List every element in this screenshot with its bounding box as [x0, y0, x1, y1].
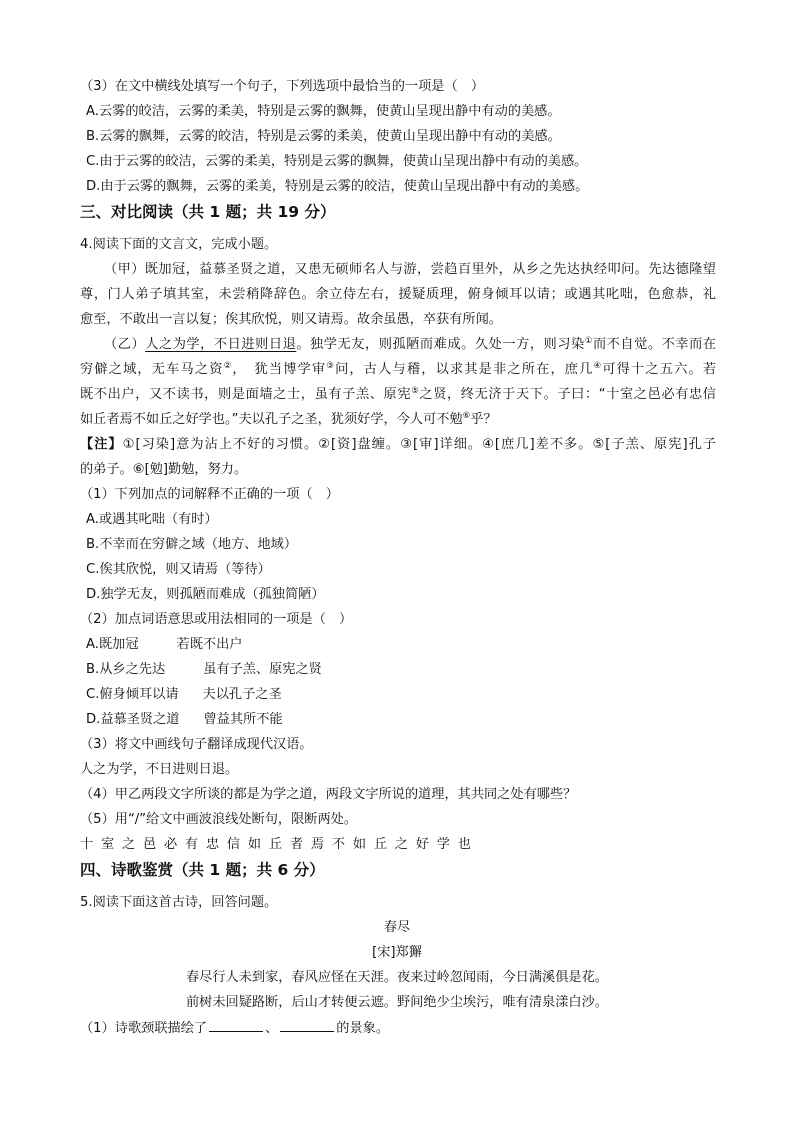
option-part: 若既不出户 — [176, 637, 243, 652]
q4-sub2-option-c — [86, 686, 282, 704]
passage-text: 可得十之五六。若 — [602, 362, 717, 377]
footnote-marker: ① — [584, 336, 593, 346]
q3-option-a: A.云雾的皎洁，云雾的柔美，特别是云雾的飘舞，使黄山呈现出静中有动的美感。 — [86, 104, 561, 119]
q3-stem: （3）在文中横线处填写一个句子，下列选项中最恰当的一项是（ ） — [80, 79, 485, 94]
option-part: 曾益其所不能 — [203, 712, 283, 727]
passage-jia-line3: 愈至，不敢出一言以复；俟其欣悦，则又请焉。故余虽愚，卒获有所闻。 — [80, 312, 502, 327]
passage-yi-line2 — [80, 361, 716, 379]
passage-yi-label: （乙） — [104, 337, 146, 352]
passage-text: 既不出户，又不读书，则是面墙之士，虽有子羔、原宪 — [80, 387, 412, 402]
answer-blank[interactable] — [209, 1019, 263, 1032]
passage-text: 乎？ — [470, 412, 497, 427]
section4-title: 四、诗歌鉴赏（共 1 题；共 6 分） — [80, 861, 325, 879]
option-part: 夫以孔子之圣 — [202, 687, 282, 702]
passage-text: 问，古人与稽，以求其是非之所在，庶几 — [335, 362, 594, 377]
q4-sub1-option-b: B.不幸而在穷僻之域（地方、地域） — [86, 537, 298, 552]
poem-title: 春尽 — [383, 920, 411, 935]
passage-jia-line1: （甲）既加冠，益慕圣贤之道，又患无硕师名人与游，尝趋百里外，从乡之先达执经叩问。先达德隆望 — [104, 262, 716, 277]
passage-yi-line4 — [80, 411, 497, 429]
q5-sub1-text: （1）诗歌颈联描绘了 — [80, 1021, 208, 1036]
footnote-marker: ③ — [326, 361, 336, 371]
footnote-marker: ⑤ — [411, 386, 420, 396]
q5-sub1-text: 的景象。 — [336, 1021, 390, 1036]
passage-text: ， 犹当博学审 — [232, 362, 327, 377]
poem-line2: 前树未回疑路断，后山才转便云遮。野间绝少尘埃污，唯有清泉漾白沙。 — [186, 995, 608, 1010]
q4-sub5-sentence: 十室之邑必有忠信如丘者焉不如丘之好学也 — [80, 837, 479, 852]
q4-sub1-option-c: C.俟其欣悦，则又请焉（等待） — [86, 562, 271, 577]
footnote-marker: ④ — [593, 361, 603, 371]
option-part: D.益慕圣贤之道 — [86, 712, 180, 727]
underlined-sentence: 人之为学，不日进则日退 — [145, 337, 297, 352]
answer-blank[interactable] — [280, 1019, 334, 1032]
option-part: 虽有子羔、原宪之贤 — [203, 662, 322, 677]
q4-intro: 4.阅读下面的文言文，完成小题。 — [80, 237, 278, 252]
passage-text: 之贤，终无济于天下。子曰：“十室之邑必有忠信 — [419, 387, 716, 402]
section3-title: 三、对比阅读（共 1 题；共 19 分） — [80, 203, 336, 221]
q4-sub3-sentence: 人之为学，不日进则日退。 — [80, 762, 239, 777]
q3-option-c: C.由于云雾的皎洁，云雾的柔美，特别是云雾的飘舞，使黄山呈现出静中有动的美感。 — [86, 154, 588, 169]
footnote-marker: ⑥ — [462, 411, 471, 421]
note-text: ①[习染]意为沾上不好的习惯。②[资]盘缠。③[审]详细。④[庶几]差不多。⑤[子羔、原宪]孔子 — [122, 437, 717, 452]
q4-sub1-option-d: D.独学无友，则孤陋而难成（孤独简陋） — [86, 587, 325, 602]
q4-sub1-stem: （1）下列加点的词解释不正确的一项（ ） — [80, 487, 339, 502]
q4-sub2-stem: （2）加点词语意思或用法相同的一项是（ ） — [80, 612, 353, 627]
poem-author: [宋]郑獬 — [372, 945, 422, 960]
q4-sub2-option-b — [86, 661, 322, 679]
q5-sub1-sep: 、 — [265, 1021, 279, 1036]
passage-text: 如丘者焉不如丘之好学也。”夫以孔子之圣，犹须好学，今人可不勉 — [80, 412, 463, 427]
q3-option-b: B.云雾的飘舞，云雾的皎洁，特别是云雾的柔美，使黄山呈现出静中有动的美感。 — [86, 129, 561, 144]
q4-sub3-stem: （3）将文中画线句子翻译成现代汉语。 — [80, 737, 313, 752]
q5-intro: 5.阅读下面这首古诗，回答问题。 — [80, 895, 278, 910]
q4-sub2-option-d — [86, 711, 283, 729]
note-line1 — [80, 436, 716, 454]
passage-text: 而不自觉。不幸而在 — [592, 337, 717, 352]
poem-line1: 春尽行人未到家，春风应怪在天涯。夜来过岭忽闻雨，今日满溪俱是花。 — [186, 970, 608, 985]
passage-text: 。独学无友，则孤陋而难成。久处一方，则习染 — [296, 337, 585, 352]
passage-jia-line2: 尊，门人弟子填其室，未尝稍降辞色。余立侍左右，援疑质理，俯身倾耳以请；或遇其叱咄，色愈恭，礼 — [80, 287, 716, 302]
q5-sub1 — [80, 1019, 389, 1038]
note-label: 【注】 — [80, 437, 123, 452]
passage-yi-line1 — [104, 336, 716, 354]
q3-option-d: D.由于云雾的飘舞，云雾的柔美，特别是云雾的皎洁，使黄山呈现出静中有动的美感。 — [86, 179, 589, 194]
footnote-marker: ② — [223, 361, 233, 371]
q4-sub4-stem: （4）甲乙两段文字所谈的都是为学之道，两段文字所说的道理，其共同之处有哪些？ — [80, 787, 577, 802]
q4-sub1-option-a: A.或遇其叱咄（有时） — [86, 512, 218, 527]
passage-text: 穷僻之域，无车马之资 — [80, 362, 224, 377]
q4-sub2-option-a — [86, 636, 242, 654]
option-part: C.俯身倾耳以请 — [86, 687, 179, 702]
option-part: A.既加冠 — [86, 637, 139, 652]
q4-sub5-stem: （5）用“/”给文中画波浪线处断句，限断两处。 — [80, 812, 358, 827]
note-line2: 的弟子。⑥[勉]勤勉，努力。 — [80, 462, 248, 477]
option-part: B.从乡之先达 — [86, 662, 166, 677]
passage-yi-line3 — [80, 386, 716, 404]
